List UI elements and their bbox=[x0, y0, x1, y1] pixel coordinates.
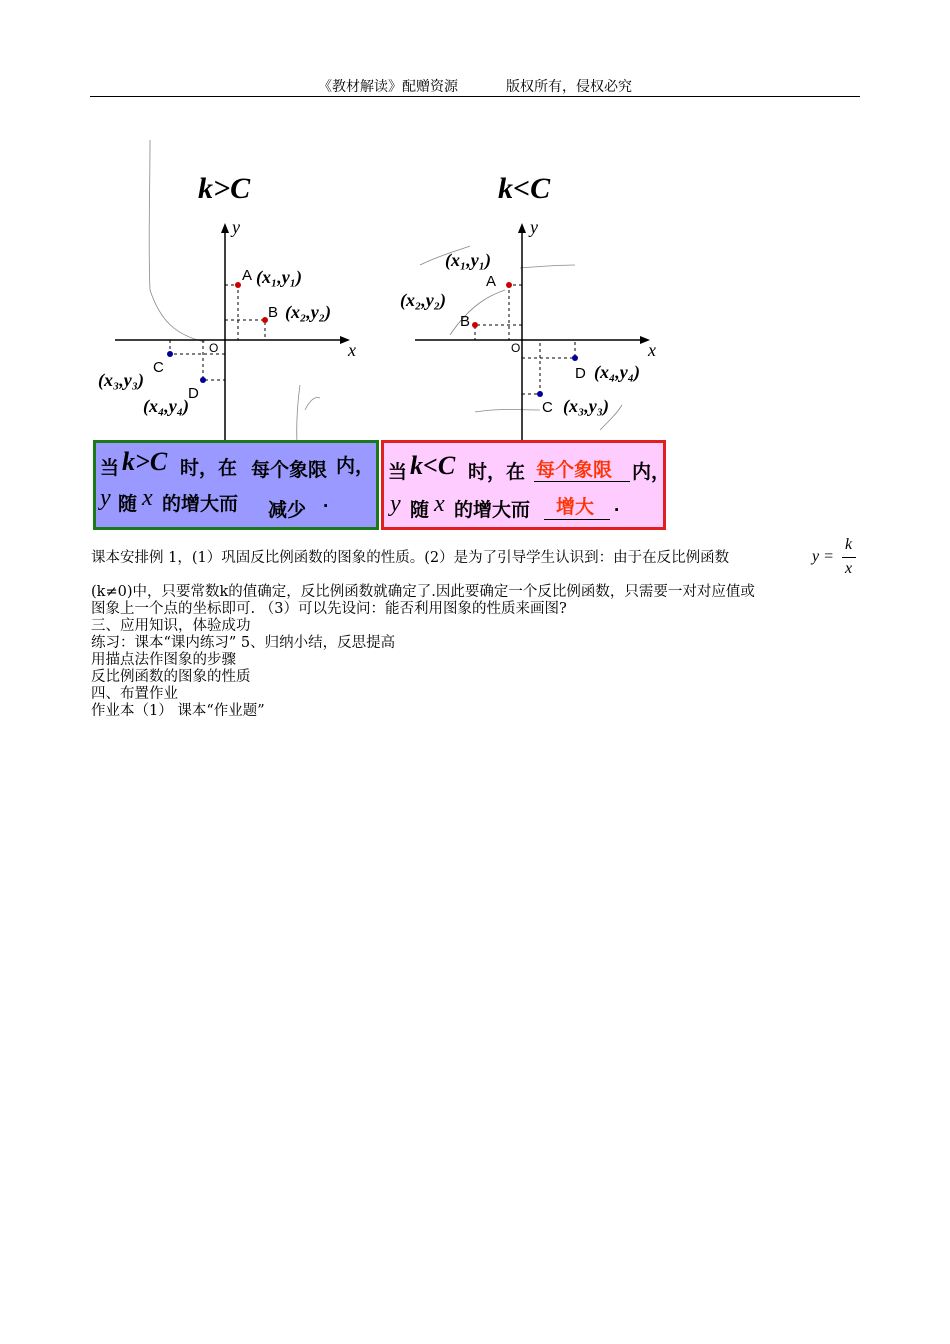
left-label-c: C bbox=[153, 359, 164, 376]
left-graph-title: k>C bbox=[198, 172, 251, 205]
left-coord-d: (x₄,y₄) bbox=[143, 396, 190, 416]
left-y-label: y bbox=[232, 217, 240, 237]
left-box-sui: 随 bbox=[118, 494, 138, 515]
right-box-x: x bbox=[434, 491, 445, 517]
right-box-blank1: 每个象限 bbox=[536, 460, 613, 481]
right-box-sui: 随 bbox=[410, 500, 430, 521]
right-point-d bbox=[572, 355, 578, 361]
left-coord-b: (x₂,y₂) bbox=[285, 302, 332, 322]
left-box-blank2: 减少 bbox=[268, 500, 307, 521]
right-box-y: y bbox=[390, 491, 401, 517]
right-coord-d: (x₄,y₄) bbox=[594, 362, 641, 382]
left-box-k: k>C bbox=[122, 447, 168, 476]
left-conclusion-box bbox=[93, 440, 379, 530]
right-point-a bbox=[506, 282, 512, 288]
left-label-a: A bbox=[242, 267, 253, 284]
body-paragraph-6: 用描点法作图象的步骤 bbox=[91, 652, 236, 668]
right-label-c: C bbox=[542, 399, 553, 416]
right-coord-b: (x₂,y₂) bbox=[400, 290, 447, 310]
right-box-end: . bbox=[614, 495, 620, 516]
body-paragraph-2: (k≠0)中，只要常数k的值确定，反比例函数就确定了.因此要确定一个反比例函数，只需要一对对应值或 bbox=[91, 584, 755, 600]
left-box-prefix: 当 bbox=[100, 458, 120, 479]
body-paragraph-3: 图象上一个点的坐标即可. （3）可以先设问：能否利用图象的性质来画图? bbox=[91, 601, 567, 617]
page-header bbox=[90, 76, 860, 97]
body-line-1 bbox=[91, 550, 871, 567]
right-graph-title: k<C bbox=[498, 172, 551, 205]
right-box-blank2: 增大 bbox=[556, 497, 595, 518]
formula-numerator: k bbox=[845, 536, 853, 553]
left-label-d: D bbox=[188, 385, 199, 402]
left-point-d bbox=[200, 377, 206, 383]
formula-lhs: y = bbox=[812, 548, 834, 565]
left-box-suffix1: 内， bbox=[336, 456, 375, 477]
left-coord-a: (x₁,y₁) bbox=[256, 267, 303, 287]
right-coord-c: (x₃,y₃) bbox=[563, 396, 610, 416]
right-label-d: D bbox=[575, 365, 586, 382]
right-label-a: A bbox=[486, 273, 497, 290]
section-heading-4: 四、布置作业 bbox=[91, 686, 178, 702]
right-box-suffix1: 内， bbox=[632, 462, 671, 483]
right-box-prefix: 当 bbox=[388, 462, 408, 483]
left-point-c bbox=[167, 351, 173, 357]
left-x-label: x bbox=[348, 340, 356, 360]
formula-y-eq-k-over-x bbox=[812, 536, 872, 580]
left-box-mid: 时，在 bbox=[180, 458, 238, 479]
left-box-blank1: 每个象限 bbox=[251, 460, 328, 481]
right-label-b: B bbox=[460, 313, 471, 330]
header-left: 《教材解读》配赠资源 bbox=[318, 79, 458, 95]
body-paragraph-7: 反比例函数的图象的性质 bbox=[91, 669, 251, 685]
body-paragraph-1: 课本安排例 1，(1）巩固反比例函数的图象的性质。(2）是为了引导学生认识到：由于在反比例函数 bbox=[91, 550, 730, 566]
header-right: 版权所有，侵权必究 bbox=[506, 79, 632, 95]
formula-denominator: x bbox=[845, 560, 853, 577]
right-point-c bbox=[537, 391, 543, 397]
right-box-mid: 时，在 bbox=[468, 462, 526, 483]
right-y-label: y bbox=[530, 217, 538, 237]
left-box-end: . bbox=[323, 491, 329, 512]
left-coord-c: (x₃,y₃) bbox=[98, 370, 145, 390]
left-origin: O bbox=[209, 341, 219, 355]
right-origin: O bbox=[511, 341, 521, 355]
formula-fraction-bar bbox=[842, 557, 856, 558]
right-box-rest: 的增大而 bbox=[454, 500, 531, 521]
right-x-label: x bbox=[648, 340, 656, 360]
left-box-x: x bbox=[142, 485, 153, 511]
right-graph bbox=[400, 172, 656, 445]
body-paragraph-9: 作业本（1） 课本“作业题” bbox=[91, 703, 265, 719]
left-label-b: B bbox=[268, 304, 279, 321]
left-point-a bbox=[235, 282, 241, 288]
right-point-b bbox=[472, 322, 478, 328]
body-paragraph-5: 练习：课本“课内练习” 5、归纳小结，反思提高 bbox=[91, 635, 396, 651]
right-coord-a: (x₁,y₁) bbox=[445, 250, 492, 270]
right-box-k: k<C bbox=[410, 451, 456, 480]
right-conclusion-box bbox=[381, 440, 671, 530]
left-box-rest: 的增大而 bbox=[162, 494, 239, 515]
section-heading-3: 三、应用知识，体验成功 bbox=[91, 618, 251, 634]
left-graph bbox=[98, 172, 356, 445]
body-text bbox=[91, 584, 871, 720]
left-box-y: y bbox=[100, 485, 111, 511]
